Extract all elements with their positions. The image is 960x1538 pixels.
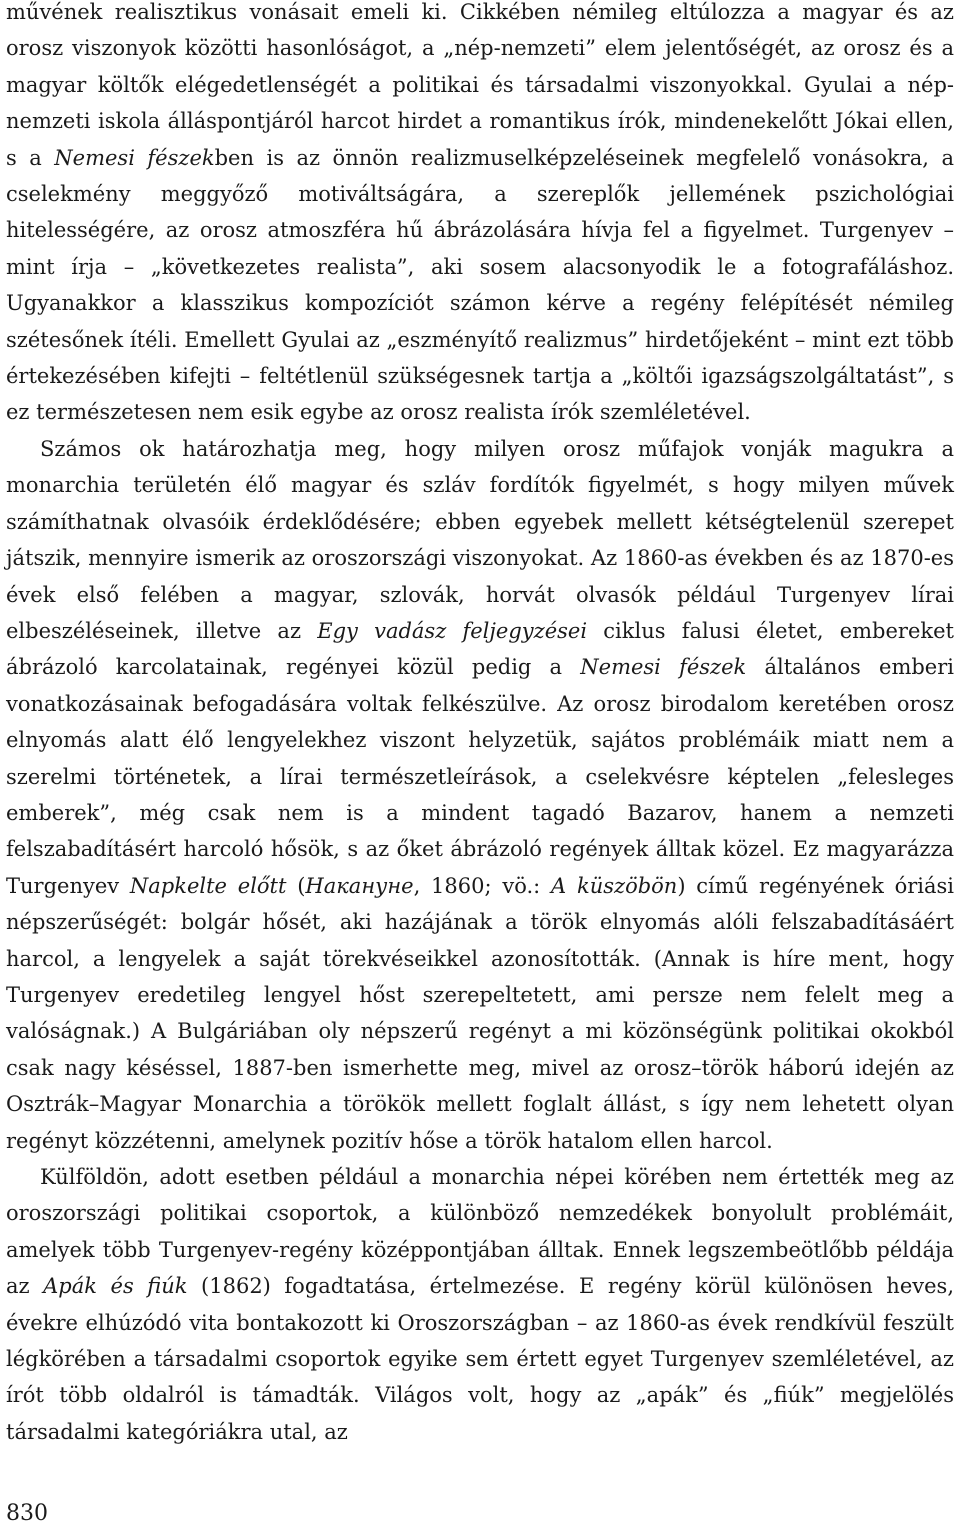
text-run: általános emberi vonatkozásainak befogadására voltak felkészülve. Az orosz birodalom keretében orosz elnyomás alatt élő lengyelekhez viszont helyzetük, sajátos problémáik miatt nem a szerelmi történetek, a lírai természetleírások, a cselekvésre képtelen „felesleges emberek”, még csak nem is a mindent tagadó Bazarov, hanem a nemzeti felszabadításért harcoló hősök, s az őket ábrázoló regények álltak közel. Ez magyarázza Turgenyev [6, 655, 954, 898]
text-run: ciklus falusi életet, embereket ábrázoló karcolatainak, regényei közül pedig a [6, 618, 954, 680]
text-run: (1862) fogadtatása, értelmezése. E regény körül különösen heves, évekre elhúzódó vita bontakozott ki Oroszországban – az 1860-as évek rendkívül feszült légkörében a társadalmi csoportok egyike sem értett egyet Turgenyev szemléletével, az írót több oldalról is támadták. Világos volt, hogy az „apák” és „fiúk” megjelölés társadalmi kategóriákra utal, az [6, 1274, 954, 1444]
body-text [6, 0, 954, 1450]
paragraph-1 [6, 0, 954, 431]
text-run: Külföldön, adott esetben például a monarchia népei körében nem értették meg az oroszországi politikai csoportok, a különböző nemzedékek bonyolult problémáit, amelyek több Turgenyev-regény középpontjában álltak. Ennek legszembeötlőbb példája az [6, 1165, 954, 1299]
text-run: művének realisztikus vonásait emeli ki. Cikkében némileg eltúlozza a magyar és az orosz viszonyok közötti hasonlóságot, a „nép-nemzeti” elem jelentőségét, az orosz és a magyar költők elégedetlenségét a politikai és társadalmi viszonyokkal. Gyulai a nép-nemzeti iskola álláspontjáról harcot hirdet a romantikus írók, mindenekelőtt Jókai ellen, s a [6, 0, 954, 170]
italic-title: Nemesi fészek [580, 655, 747, 680]
text-run: ben is az önnön realizmuselképzeléseinek megfelelő vonásokra, a cselekmény meggyőző motiváltságára, a szereplők jellemének pszichológiai hitelességére, az orosz atmoszféra hű ábrázolására hívja fel a figyelmet. Turgenyev – mint írja – „következetes realista”, aki sosem alacsonyodik le a fotografáláshoz. Ugyanakkor a klasszikus kompozíciót számon kérve a regény felépítését némileg szétesőnek ítéli. Emellett Gyulai az „eszményítő realizmus” hirdetőjeként – mint ezt több értekezésében kifejti – feltétlenül szükségesnek tartja a „költői igazságszolgáltatást”, s ez természetesen nem esik egybe az orosz realista írók szemléletével. [6, 145, 954, 425]
text-run: ( [286, 873, 306, 898]
italic-title: Накануне [305, 873, 414, 898]
text-run: ) című regényének óriási népszerűségét: bolgár hősét, aki hazájának a török elnyomás alóli felszabadításáért harcol, a lengyelek a saját törekvéseikkel azonosították. (Annak is híre ment, hogy Turgenyev eredetileg lengyel hőst szerepeltetett, ami persze nem felelt meg a valóságnak.) A Bulgáriában oly népszerű regényt a mi közönségünk politikai okokból csak nagy késéssel, 1887-ben ismerhette meg, mivel az orosz–török háború idején az Osztrák–Magyar Monarchia a törökök mellett foglalt állást, s így nem lehetett olyan regényt közzétenni, amelynek pozitív hőse a török hatalom ellen harcol. [6, 873, 955, 1153]
italic-title: Egy vadász feljegyzései [317, 618, 588, 643]
italic-title: Nemesi fészek [54, 145, 215, 170]
text-run: , 1860; vö.: [413, 873, 552, 898]
text-run: Számos ok határozhatja meg, hogy milyen orosz műfajok vonják magukra a monarchia területén élő magyar és szláv fordítók figyelmét, s hogy milyen művek számíthatnak olvasóik érdeklődésére; ebben egyebek mellett kétségtelenül szerepet játszik, mennyire ismerik az oroszországi viszonyokat. Az 1860-as években és az 1870-es évek első felében a magyar, szlovák, horvát olvasók például Turgenyev lírai elbeszéléseinek, illetve az [6, 436, 954, 643]
italic-title: Napkelte előtt [129, 873, 287, 898]
italic-title: A küszöbön [551, 873, 678, 898]
paragraph-2 [6, 431, 954, 1159]
paragraph-3 [6, 1159, 954, 1450]
page-number: 830 [6, 1501, 48, 1526]
italic-title: Apák és fiúk [43, 1274, 188, 1299]
